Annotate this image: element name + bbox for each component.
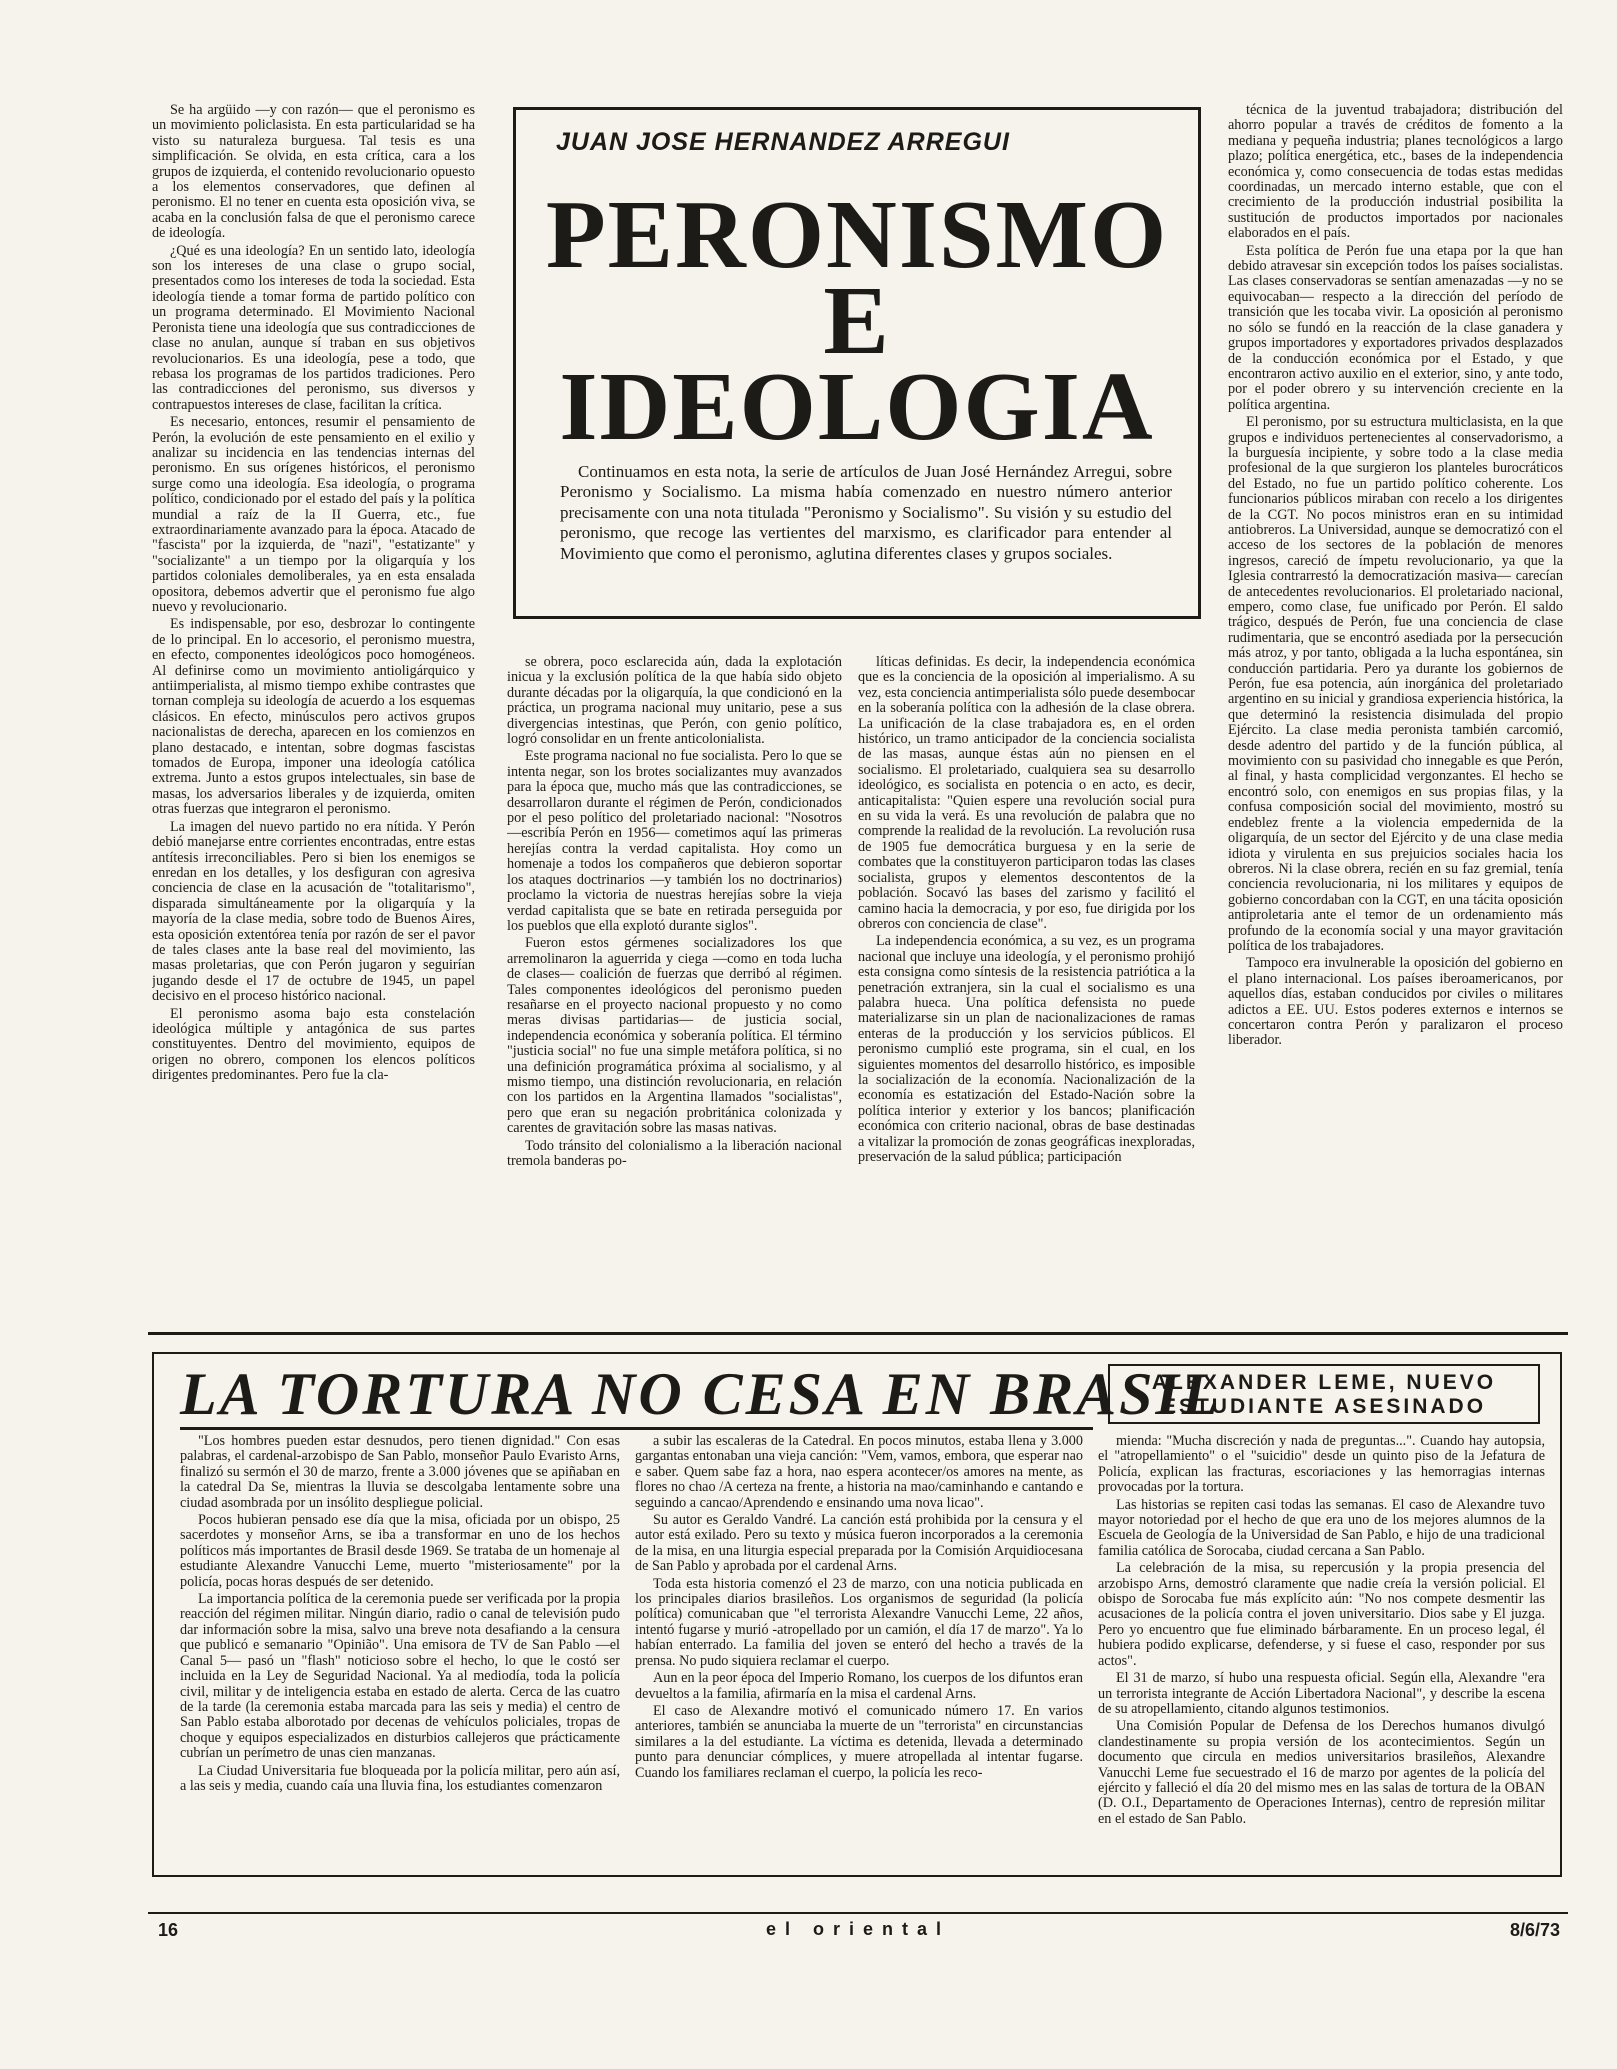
paragraph: Una Comisión Popular de Defensa de los Derechos humanos divulgó clandestinamente su propia versión de los acontecimientos. Según un documento que circula en medios universitarios brasileños, Alexandre Vanucchi Leme fue secuestrado el 16 de marzo por agentes de la policía del ejército y falleció el día 20 del mismo mes en las salas de tortura de la OBAN (D. O.I., Departamento de Operaciones Internas), centro de represión militar en el estado de San Pablo. — [1098, 1718, 1545, 1827]
paragraph: El peronismo asoma bajo esta constelación ideológica múltiple y antagónica de sus partes constituyentes. Dentro del movimiento, equipos de origen no obrero, componen los elencos políticos dirigentes predominantes. Pero fue la cla- — [152, 1005, 475, 1084]
paragraph: Pocos hubieran pensado ese día que la misa, oficiada por un obispo, 25 sacerdotes y monseñor Arns, se iba a transformar en uno de los hechos políticos más importantes de Brasil desde 1969. Se trataba de un homenaje al estudiante Alexandre Vanucchi Leme, muerto "misteriosamente" por la policía, pocas horas después de ser detenido. — [180, 1512, 620, 1590]
article-intro: Continuamos en esta nota, la serie de artículos de Juan José Hernández Arregui, sobre Peronismo y Socialismo. La misma había comenzado en nuestro número anterior precisamente con una nota titulada "Peronismo y Socialismo". Su visión y su estudio del peronismo, que recoge las vertientes del marxismo, es clarificador para entender al Movimiento que como el peronismo, aglutina diferentes clases y grupos sociales. — [560, 462, 1172, 563]
article-title — [516, 181, 1198, 461]
paragraph: Se ha argüido —y con razón— que el peronismo es un movimiento policlasista. En esta particularidad se ha visto su naturaleza burguesa. Tal tesis es una simplificación. Se olvida, en esta crítica, cara a los grupos de izquierda, el contenido revolucionario opuesto a los elementos conservadores, que definen al peronismo. El no tener en cuenta esta oposición viva, se acaba en la conclusión falsa de que el peronismo carece de ideología. — [152, 103, 475, 242]
paragraph: técnica de la juventud trabajadora; distribución del ahorro popular a través de créditos de fomento a la mediana y pequeña industria; planes tecnológicos a largo plazo; política energética, etc., bases de la independencia económica y, como consecuencia de todas estas medidas coordinadas, un mercado interno estable, que con el crecimiento de la producción industrial posibilita la sustitución de productos importados por nacionales elaborados en el país. — [1228, 103, 1563, 242]
paragraph: Tampoco era invulnerable la oposición del gobierno en el plano internacional. Los países iberoamericanos, por aquellos días, estaban conducidos por civiles o militares adictos a EE. UU. Estos poderes externos e internos se concertaron contra Perón y paralizaron el proceso liberador. — [1228, 955, 1563, 1049]
paragraph: ¿Qué es una ideología? En un sentido lato, ideología son los intereses de una clase o grupo social, presentados como los intereses de toda la sociedad. Esta ideología tiende a tomar forma de partido político con un programa determinado. El Movimiento Nacional Peronista tiene una ideología que sus contradicciones de clase no anulan, aunque sí traban en sus objetivos revolucionarios. Es una ideología, pese a todo, que rebasa los programas de los partidos tradiciones. Pero las contradicciones del peronismo, sus diversos y contrapuestos intereses de clase, facilitan la crítica. — [152, 242, 475, 413]
article-column-3 — [858, 655, 1195, 1315]
paragraph: La imagen del nuevo partido no era nítida. Y Perón debió manejarse entre corrientes encontradas, entre estas antítesis irreconciliables. Pero si bien los enemigos se enredan en los detalles, y los desfiguran con agresiva conciencia de clase en la acusación de "totalitarismo", disparada simultáneamente por la oligarquía y la mayoría de la clase media, sobre todo de Buenos Aires, esta oposición extentórea tenía por razón de ser el pavor de tales clases ante la base real del movimiento, las masas proletarias, que con Perón jugaron y seguirían jugando desde el 17 de octubre de 1945, un papel decisivo en el proceso histórico nacional. — [152, 818, 475, 1005]
paragraph: Es indispensable, por eso, desbrozar lo contingente de lo principal. En lo accesorio, el peronismo muestra, en efecto, componentes ideológicos poco homogéneos. Al definirse como un movimiento antioligárquico y antiimperialista, al mismo tiempo exhibe contrastes que tornan compleja su ideología de acuerdo a los esquemas clásicos. En efecto, minúsculos pero activos grupos nacionalistas de derecha, aparecen en los comienzos en plano destacado, e intentan, sobre dogmas fascistas tomados de Europa, imponer una ideología católica extrema. Junto a estos grupos intelectuales, sin base de masas, los adversarios liberales y de izquierda, omiten otras fuerzas que integraron el peronismo. — [152, 616, 475, 818]
headline-rule — [180, 1427, 1093, 1430]
masthead: el oriental — [765, 1919, 951, 1939]
tortura-column-1 — [180, 1434, 620, 1866]
page-footer — [148, 1912, 1568, 1952]
paragraph: La Ciudad Universitaria fue bloqueada por la policía militar, pero aún así, a las seis y media, cuando caía una lluvia fina, los estudiantes comenzaron — [180, 1762, 620, 1794]
paragraph: Esta política de Perón fue una etapa por la que han debido atravesar sin excepción todos los países socialistas. Las clases conservadoras se sentían amenazadas —y no se equivocaban— respecto a la dirección del período de transición que les tocaba vivir. La oposición al peronismo no sólo se fundó en la reacción de la clase ganadera y grupos importadores y exportadores privados desplazados de la conducción económica por el Estado, y que encontraron activo auxilio en el exterior, sino, y ante todo, por el poder obrero y su intervención creciente en la política argentina. — [1228, 242, 1563, 413]
paragraph: Su autor es Geraldo Vandré. La canción está prohibida por la censura y el autor está exilado. Pero su texto y música fueron incorporados a la ceremonia de la misa, en una liturgia especial preparada por la Comisión Arquidiocesana de San Pablo y aprobada por el cardenal Arns. — [635, 1512, 1083, 1575]
paragraph: líticas definidas. Es decir, la independencia económica que es la conciencia de la oposición al imperialismo. A su vez, esta conciencia antimperialista sólo puede desembocar en la soberanía política con la adhesión de la clase obrera. La unificación de la clase trabajadora es, en el orden histórico, un tramo anticipador de la conciencia socialista de las masas, aunque éstas aún no piensen en el socialismo. El proletariado, cualquiera sea su desarrollo ideológico, es socialista en potencia o en acto, es decir, anticapitalista: "Quien espere una revolución social pura en su vida la verá. Es una revolución de palabra que no comprende la realidad de la revolución. La revolución rusa de 1905 fue democrática burguesa y en la serie de combates que la constituyeron participaron todas las clases socialista, grupos y elementos descontentos de la población. Socavó las bases del zarismo y facilitó el camino hacia la democracia, y por eso, fue dirigida por los obreros con conciencia de clase". — [858, 655, 1195, 932]
subheadline: ALEXANDER LEME, NUEVO ESTUDIANTE ASESINADO — [1151, 1371, 1497, 1418]
paragraph: Todo tránsito del colonialismo a la liberación nacional tremola banderas po- — [507, 1137, 842, 1169]
title-line-2: E — [823, 267, 891, 375]
paragraph: Es necesario, entonces, resumir el pensamiento de Perón, la evolución de este pensamiento en el exilio y analizar su incidencia en las tendencias internas del peronismo. En sus orígenes históricos, el peronismo surge como una ideología. Esa ideología, o programa político, condicionado por el estado del país y la política mundial a raíz de la II Guerra, etc., fue extraordinariamente avanzado para la época. Atacado de "fascista" por la izquierda, de "nazi", "estatizante" y "socializante" a un tiempo por la oligarquía y los partidos coloniales demoliberales, ya en esta ensalada opositora, debemos advertir que el peronismo fue algo nuevo y revolucionario. — [152, 414, 475, 615]
title-line-3: IDEOLOGIA — [559, 353, 1155, 461]
issue-date: 8/6/73 — [1509, 1920, 1560, 1940]
paragraph: "Los hombres pueden estar desnudos, pero tienen dignidad." Con esas palabras, el cardenal-arzobispo de San Pablo, monseñor Paulo Evaristo Arns, finalizó su sermón el 30 de marzo, frente a 3.000 jóvenes que se apiñaban en la catedral Da Se, mientras la lluvia se descolgaba lentamente sobre una ciudad asombrada por un insólito despliegue policial. — [180, 1434, 620, 1511]
title-line-1: PERONISMO — [545, 181, 1169, 289]
article-column-1 — [152, 103, 475, 1318]
article-author: JUAN JOSE HERNANDEZ ARREGUI — [556, 128, 1010, 156]
footer-rule — [148, 1912, 1568, 1914]
paragraph: mienda: "Mucha discreción y nada de preguntas...". Cuando hay autopsia, el "atropellamiento" o el "suicidio" desde un quinto piso de la Jefatura de Policía, explican las fracturas, escoriaciones y las hemorragias internas provocadas por la tortura. — [1098, 1434, 1545, 1496]
page-number: 16 — [158, 1920, 179, 1940]
tortura-column-2 — [635, 1434, 1083, 1866]
paragraph: Aun en la peor época del Imperio Romano, los cuerpos de los difuntos eran devueltos a la familia, afirmaría en la misa el cardenal Arns. — [635, 1670, 1083, 1702]
paragraph: a subir las escaleras de la Catedral. En pocos minutos, estaba llena y 3.000 gargantas entonaban una vieja canción: "Vem, vamos, embora, que esperar nao e saber. Quem sabe faz a hora, nao espera acontecer/os amores na mente, as flores no chao /A certeza na frente, a historia na mao/caminhando e cantando e seguindo a cancao/Aprendendo e ensinando uma nova licao". — [635, 1434, 1083, 1511]
paragraph: La independencia económica, a su vez, es un programa nacional que incluye una ideología, y el peronismo prohijó esta consigna como síntesis de la resistencia patriótica a la penetración extranjera, sin la cual el socialismo es una palabra hueca. Una política defensista no puede materializarse sin un plan de nacionalizaciones de ramas enteras de la producción y los servicios públicos. El peronismo cumplió este programa, sin el cual, en los siguientes momentos del desarrollo histórico, es imposible la socialización de la economía. Nacionalización de la economía es estatización del Estado-Nación sobre la política interior y exterior y los bancos; planificación económica con criterio nacional, obras de base destinadas a vitalizar la promoción de zonas geográficas inexploradas, preservación de la salud pública; participación — [858, 933, 1195, 1165]
paragraph: La importancia política de la ceremonia puede ser verificada por la propia reacción del régimen militar. Ningún diario, radio o canal de televisión pudo dar información sobre la misa, salvo una breve nota desafiando a la censura que publicó e semanario "Opinião". Una emisora de TV de San Pablo —el Canal 5— pasó un "flash" noticioso sobre el hecho, lo que le costó ser incluida en la Ley de Seguridad Nacional. Ya al mediodía, toda la policía civil, militar y de inteligencia estaba en estado de alerta. Cerca de las cuatro de la tarde (la ceremonia estaba marcada para las seis y media) el centro de San Pablo estaba alborotado por decenas de vehículos policiales, tropas de choque y equipos especializados en disturbios callejeros que prácticamente cubrían un perímetro de unas cien manzanas. — [180, 1591, 620, 1762]
section-divider — [148, 1332, 1568, 1335]
paragraph: Este programa nacional no fue socialista. Pero lo que se intenta negar, son los brotes socializantes muy avanzados para la época que, mucho más que las contradicciones, se desarrollaron durante el régimen de Perón, condicionados por el peso político del proletariado nacional: "Nosotros —escribía Perón en 1956— cometimos aquí las primeras herejías contra la verdad capitalista. Hoy como un homenaje a todos los compañeros que debieron soportar los ataques doctrinarios —y también los no doctrinarios) proclamo la victoria de nuestras herejías sobre la vieja verdad capitalista que se bate en retirada perseguida por los pueblos que ella explotó durante siglos". — [507, 748, 842, 934]
article-column-2 — [507, 655, 842, 1315]
paragraph: Fueron estos gérmenes socializadores los que arremolinaron la aguerrida y ciega —como en toda lucha de clases— coalición de fuerzas que derribó al régimen. Tales componentes ideológicos del peronismo pueden resañarse en el proyecto nacional propuesto y no como meras divisas partidarias— de justicia social, independencia económica y soberanía política. El término "justicia social" no fue una simple metáfora política, si no una definición programática próxima al socialismo, y al mismo tiempo, una distinción revolucionaria, en relación con los partidos en la Argentina llamados "socialistas", pero que eran su negación probritánica colonizada y carentes de gravitación sobre las masas nativas. — [507, 935, 842, 1137]
subheadline-box — [1108, 1364, 1540, 1424]
paragraph: El caso de Alexandre motivó el comunicado número 17. En varios anteriores, también se anunciaba la muerte de un "terrorista" en circunstancias similares a la del estudiante. La víctima es detenida, llevada a determinado punto para denunciar cómplices, y muere atropellada al intentar fugarse. Cuando los familiares reclaman el cuerpo, la policía les reco- — [635, 1702, 1083, 1781]
paragraph: Las historias se repiten casi todas las semanas. El caso de Alexandre tuvo mayor notoriedad por el hecho de que era uno de los mejores alumnos de la Escuela de Geología de la Universidad de San Pablo, e hijo de una tradicional familia católica de Sorocaba, ciudad cercana a San Pablo. — [1098, 1496, 1545, 1559]
paragraph: El 31 de marzo, sí hubo una respuesta oficial. Según ella, Alexandre "era un terrorista integrante de Acción Libertadora Nacional", y describe la escena de su atropellamiento, citando algunos testimonios. — [1098, 1670, 1545, 1717]
paragraph: Toda esta historia comenzó el 23 de marzo, con una noticia publicada en los principales diarios brasileños. Los organismos de seguridad (la policía política) comunicaban que "el terrorista Alexandre Vanucchi Leme, 22 años, intentó fugarse y murió -atropellado por un camión, el día 17 de marzo". Ya lo habían enterrado. La familia del joven se enteró del hecho a través de la prensa. No pudo siquiera reclamar el cuerpo. — [635, 1575, 1083, 1669]
paragraph: se obrera, poco esclarecida aún, dada la explotación inicua y la exclusión política de la que había sido objeto durante décadas por la oligarquía, la que condicionó en la práctica, un programa nacional muy unitario, pese a sus divergencias intestinas, que Perón, con genio político, logró consolidar en un frente anticolonialista. — [507, 655, 842, 748]
tortura-headline: LA TORTURA NO CESA EN BRASIL — [180, 1361, 1222, 1427]
article-column-4 — [1228, 103, 1563, 1318]
paragraph: La celebración de la misa, su repercusión y la propia presencia del arzobispo Arns, demostró claramente que nadie creía la versión policial. El obispo de Sorocaba fue más explícito aún: "No nos compete desmentir las acusaciones de la policía contra el joven universitario. Dios sabe y El juzga. Pero yo encuentro que fue eliminado bárbaramente. En un proceso legal, él hubiera podido explicarse, defenderse, y si fuese el caso, responder por sus actos". — [1098, 1560, 1545, 1669]
paragraph: El peronismo, por su estructura multiclasista, en la que grupos e individuos pertenecientes al conservadorismo, a la burguesía incipiente, y sobre todo a la clase media profesional de la que surgieron los planteles burocráticos del Estado, no fue un partido político coherente. Los funcionarios públicos miraban con recelo a los dirigentes de la CGT. No pocos ministros eran en su intimidad antiobreros. La Universidad, aunque se democratizó con el acceso de los sectores de la población de menores ingresos, careció de ímpetu revolucionario, ya que la Iglesia contrarrestó la democratización masiva— carecían de antecedentes revolucionarios. El proletariado nacional, empero, como clase, fue unificado por Perón. El saldo trágico, después de Perón, fue una conciencia de clase rudimentaria, que se encontró asediada por la persecución más atroz, y por tanto, obligada a la lucha espontánea, sin conducción partidaria. Pero ya durante los gobiernos de Perón, fue esa potencia, aún inorgánica del proletariado argentino en su inicial y grandiosa experiencia histórica, la que determinó la resistencia disimulada del propio Ejército. La clase media peronista también carcomió, desde adentro del partido y de la función pública, al movimiento con su pasividad cho innegable es que Perón, al final, y hasta complicidad vergonzantes. El hecho se encontró solo, con enemigos en sus propias filas, y la confusa composición social del movimiento, mostró su endeblez frente a la violencia empedernida de la oligarquía, de un sector del Ejército y de una clase media idiota y virulenta en sus prejuicios sociales hacia los obreros. Ni la clase obrera, recién en su faz gremial, tenía conciencia revolucionaria, ni los militares y equipos de gobierno concordaban con la CGT, en una tácita oposición antiproletaria ante el temor de un ordenamiento más profundo de la economía social y una mayor gravitación política de los trabajadores. — [1228, 414, 1563, 954]
tortura-column-3 — [1098, 1434, 1545, 1866]
